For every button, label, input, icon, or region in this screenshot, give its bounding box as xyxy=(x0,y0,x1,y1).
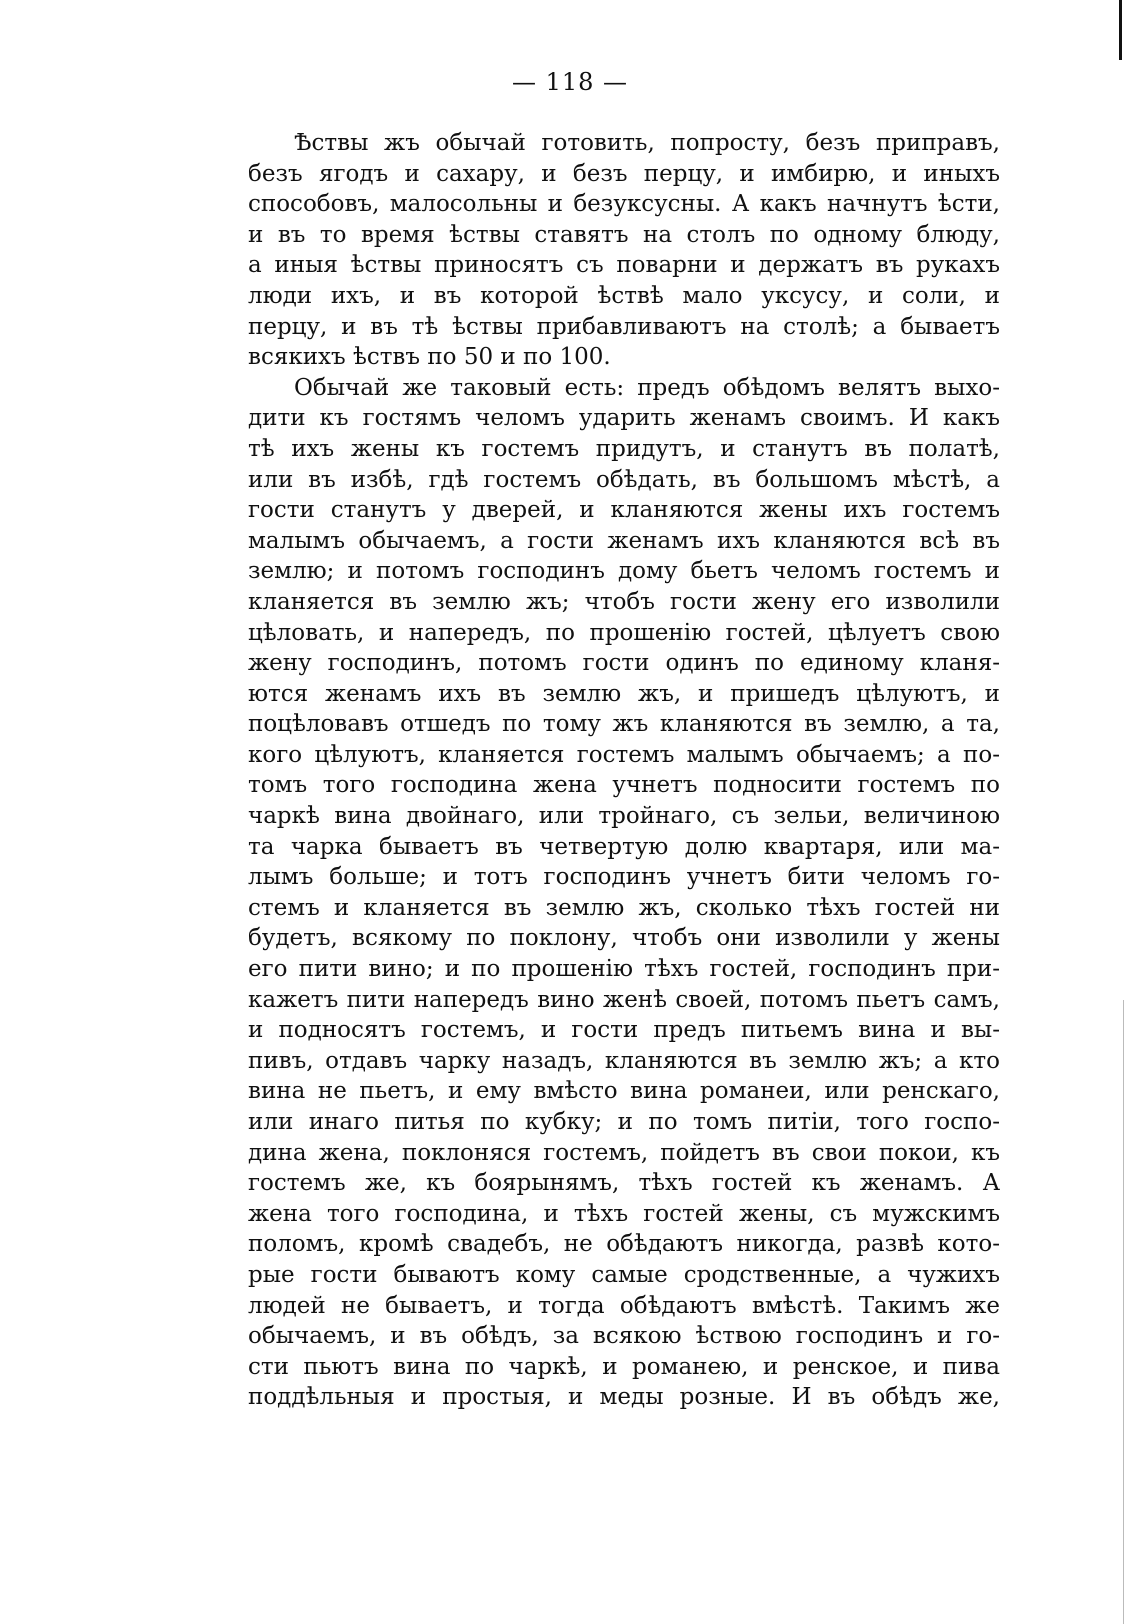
body-text xyxy=(248,128,1000,1413)
text-line: и подносятъ гостемъ, и гости предъ питьемъ вина и вы- xyxy=(248,1017,1000,1044)
text-line: жена того господина, и тѣхъ гостей жены, съ мужскимъ xyxy=(248,1200,1000,1227)
text-line: вина не пьетъ, и ему вмѣсто вина романеи, или ренскаго, xyxy=(248,1078,1000,1105)
text-line: дити къ гостямъ челомъ ударить женамъ своимъ. И какъ xyxy=(248,405,1000,432)
text-line: сти пьютъ вина по чаркѣ, и романею, и ренское, и пива xyxy=(248,1353,1000,1380)
text-line: или инаго питья по кубку; и по томъ питіи, того госпо- xyxy=(248,1109,1000,1135)
text-line: стемъ и кланяется въ землю жъ, сколько тѣхъ гостей ни xyxy=(248,894,1000,921)
text-line: или въ избѣ, гдѣ гостемъ обѣдать, въ большомъ мѣстѣ, а xyxy=(248,466,1000,493)
text-line: люди ихъ, и въ которой ѣствѣ мало уксусу, и соли, и xyxy=(248,282,1000,309)
text-line: малымъ обычаемъ, а гости женамъ ихъ кланяются всѣ въ xyxy=(248,527,1000,554)
text-line: дина жена, поклоняся гостемъ, пойдетъ въ свои покои, къ xyxy=(248,1139,1000,1166)
paragraph-1 xyxy=(248,128,1000,373)
text-line: перцу, и въ тѣ ѣствы прибавливаютъ на столѣ; а бываетъ xyxy=(248,313,1000,340)
page-number: — 118 — xyxy=(511,68,629,96)
page-edge-line xyxy=(1123,1000,1124,1624)
text-line: тѣ ихъ жены къ гостемъ придутъ, и станутъ въ полатѣ, xyxy=(248,435,1000,462)
text-line: Ѣствы жъ обычай готовить, попросту, безъ приправъ, xyxy=(294,130,1000,156)
paragraph-2 xyxy=(248,373,1000,1413)
text-line: поддѣльныя и простыя, и меды розные. И въ обѣдъ же, xyxy=(248,1384,1000,1411)
text-line: безъ ягодъ и сахару, и безъ перцу, и имбирю, и иныхъ xyxy=(248,160,1000,187)
text-line: пивъ, отдавъ чарку назадъ, кланяются въ землю жъ; а кто xyxy=(248,1047,1000,1074)
text-line: Обычай же таковый есть: предъ обѣдомъ велятъ выхо- xyxy=(294,374,1000,401)
text-line: кажетъ пити напередъ вино женѣ своей, потомъ пьетъ самъ, xyxy=(248,986,1000,1013)
text-line: будетъ, всякому по поклону, чтобъ они изволили у жены xyxy=(248,925,1000,952)
text-line: обычаемъ, и въ обѣдъ, за всякою ѣствою господинъ и го- xyxy=(248,1323,1000,1350)
page-edge-mark xyxy=(1119,0,1122,60)
text-line: поломъ, кромѣ свадебъ, не обѣдаютъ никогда, развѣ кото- xyxy=(248,1231,1000,1258)
text-line: чаркѣ вина двойнаго, или тройнаго, съ зельи, величиною xyxy=(248,803,1000,830)
text-line: способовъ, малосольны и безуксусны. А какъ начнутъ ѣсти, xyxy=(248,191,1000,218)
text-line: поцѣловавъ отшедъ по тому жъ кланяются въ землю, а та, xyxy=(248,711,1000,738)
text-line: томъ того господина жена учнетъ подносити гостемъ по xyxy=(248,772,1000,799)
text-line: та чарка бываетъ въ четвертую долю квартаря, или ма- xyxy=(248,833,1000,860)
text-line: и въ то время ѣствы ставятъ на столъ по одному блюду, xyxy=(248,221,1000,248)
text-line: цѣловать, и напередъ, по прошенію гостей, цѣлуетъ свою xyxy=(248,619,1000,646)
text-line: землю; и потомъ господинъ дому бьетъ челомъ гостемъ и xyxy=(248,558,1000,585)
text-line: кого цѣлуютъ, кланяется гостемъ малымъ обычаемъ; а по- xyxy=(248,741,1000,768)
text-line: жену господинъ, потомъ гости одинъ по единому кланя- xyxy=(248,650,1000,677)
text-line: а иныя ѣствы приносятъ съ поварни и держатъ въ рукахъ xyxy=(248,252,1000,279)
text-line: лымъ больше; и тотъ господинъ учнетъ бити челомъ го- xyxy=(248,864,1000,891)
text-line: людей не бываетъ, и тогда обѣдаютъ вмѣстѣ. Такимъ же xyxy=(248,1292,1000,1319)
text-line: рые гости бываютъ кому самые сродственные, а чужихъ xyxy=(248,1261,1000,1288)
text-line: ются женамъ ихъ въ землю жъ, и пришедъ цѣлуютъ, и xyxy=(248,680,1000,707)
text-line: кланяется въ землю жъ; чтобъ гости жену его изволили xyxy=(248,588,1000,615)
text-line: гости станутъ у дверей, и кланяются жены ихъ гостемъ xyxy=(248,497,1000,524)
text-line: гостемъ же, къ боярынямъ, тѣхъ гостей къ женамъ. А xyxy=(248,1170,1000,1197)
text-line: его пити вино; и по прошенію тѣхъ гостей, господинъ при- xyxy=(248,956,1000,983)
text-line: всякихъ ѣствъ по 50 и по 100. xyxy=(248,344,611,371)
